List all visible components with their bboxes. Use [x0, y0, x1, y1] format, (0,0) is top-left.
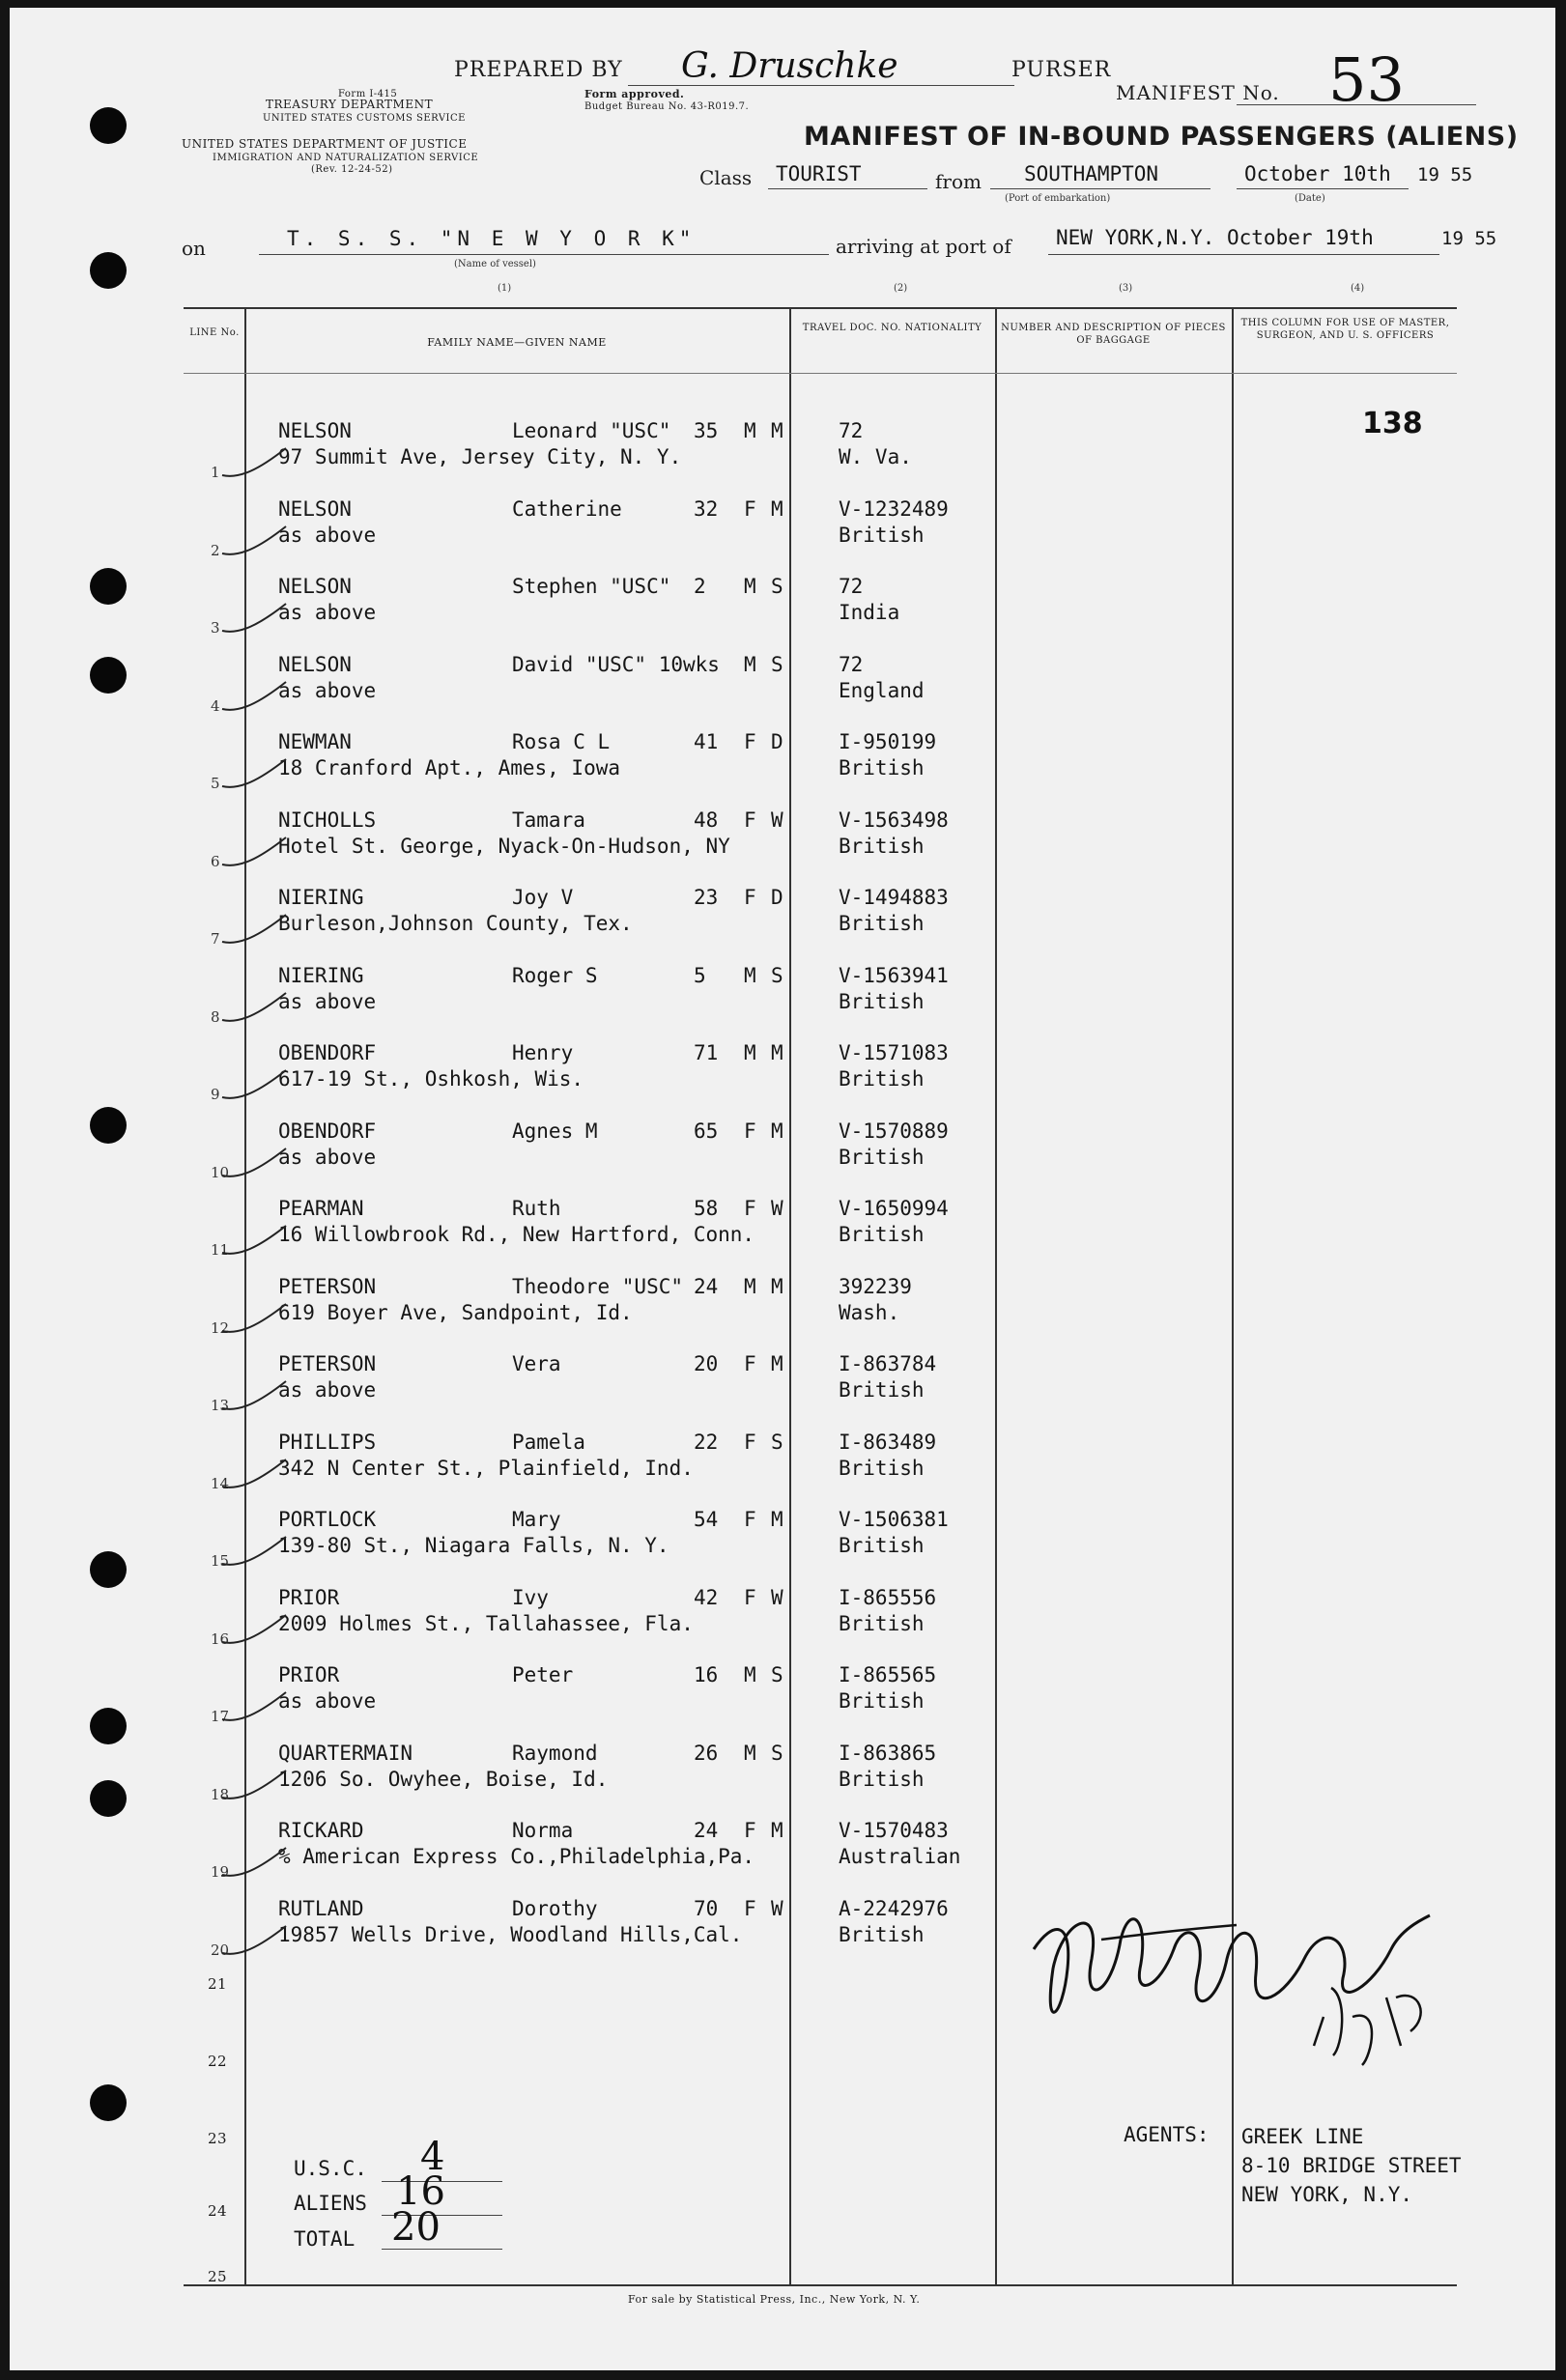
table-row: [10, 1502, 1555, 1579]
col-header-name: FAMILY NAME—GIVEN NAME: [427, 336, 607, 349]
given-name: Tamara: [512, 808, 585, 832]
manifest-title: MANIFEST OF IN-BOUND PASSENGERS (ALIENS): [804, 122, 1519, 152]
binder-hole: [90, 107, 127, 144]
date-caption: (Date): [1295, 193, 1325, 204]
given-name: Vera: [512, 1352, 561, 1375]
sex: F: [744, 886, 756, 909]
given-name: Ivy: [512, 1585, 549, 1609]
sex: M: [744, 1041, 756, 1064]
check-mark: [220, 1375, 288, 1414]
col-caption-2: (2): [894, 283, 908, 294]
travel-doc-number: V-1232489: [839, 496, 949, 521]
address: as above: [278, 601, 377, 624]
nationality: W. Va.: [839, 445, 912, 468]
age: 42: [694, 1585, 719, 1609]
marital-status: W: [771, 1585, 783, 1609]
nationality: British: [839, 1145, 925, 1169]
table-row: [10, 1035, 1555, 1113]
marital-status: M: [771, 1508, 783, 1531]
nationality: British: [839, 1689, 925, 1713]
line-number: 4: [211, 696, 220, 715]
given-name: Joy V: [512, 886, 574, 909]
given-name: Catherine: [512, 496, 622, 521]
address: as above: [278, 523, 377, 547]
given-name: Stephen "USC": [512, 575, 671, 598]
table-row: [10, 1191, 1555, 1268]
age: 35: [694, 419, 719, 442]
agents-label: AGENTS:: [1124, 2123, 1210, 2146]
col-header-officers: THIS COLUMN FOR USE OF MASTER, SURGEON, AND U. S. OFFICERS: [1240, 318, 1450, 341]
line-number: 22: [208, 2053, 228, 2070]
line-number: 3: [211, 619, 220, 637]
address: 617-19 St., Oshkosh, Wis.: [278, 1067, 584, 1091]
line-number: 18: [211, 1785, 230, 1803]
sex: M: [744, 419, 756, 442]
travel-doc-number: V-1570483: [839, 1819, 949, 1842]
age: 48: [694, 808, 719, 832]
given-name: Pamela: [512, 1430, 585, 1454]
table-row: [10, 1736, 1555, 1813]
table-row: [10, 569, 1555, 646]
line-number: 11: [211, 1241, 230, 1259]
given-name: David "USC" 10wks: [512, 652, 720, 676]
address: 1206 So. Owyhee, Boise, Id.: [278, 1767, 609, 1791]
justice-dept: UNITED STATES DEPARTMENT OF JUSTICE: [182, 137, 468, 151]
sex: F: [744, 808, 756, 832]
check-mark: [220, 832, 288, 870]
age: 65: [694, 1119, 719, 1143]
marital-status: S: [771, 1663, 783, 1686]
marital-status: W: [771, 808, 783, 832]
usc-label: U.S.C.: [294, 2157, 367, 2180]
sex: F: [744, 1430, 756, 1454]
arrival-port-date: NEW YORK,N.Y. October 19th: [1056, 226, 1374, 249]
check-mark: [220, 676, 288, 715]
line-number: 24: [208, 2202, 228, 2220]
family-name: PETERSON: [278, 1274, 377, 1298]
revision-date: (Rev. 12-24-52): [311, 164, 393, 175]
check-mark: [220, 1220, 288, 1259]
col-header-baggage: NUMBER AND DESCRIPTION OF PIECES OF BAGGAGE: [1001, 323, 1226, 346]
arriving-label: arriving at port of: [836, 235, 1011, 258]
table-row: [10, 413, 1555, 491]
line-number: 2: [211, 541, 220, 559]
family-name: NELSON: [278, 575, 352, 598]
manifest-no-label: MANIFEST No.: [1116, 81, 1280, 104]
check-mark: [220, 753, 288, 792]
travel-doc-number: 72: [839, 652, 864, 676]
travel-doc-number: 392239: [839, 1274, 912, 1298]
address: 19857 Wells Drive, Woodland Hills,Cal.: [278, 1922, 743, 1946]
check-mark: [220, 1842, 288, 1881]
given-name: Raymond: [512, 1741, 598, 1765]
travel-doc-number: V-1563941: [839, 963, 949, 987]
port-embarkation-caption: (Port of embarkation): [1005, 193, 1111, 204]
form-approved: Form approved.: [584, 88, 685, 100]
col-header-travel-doc: TRAVEL DOC. NO. NATIONALITY: [802, 323, 982, 333]
age: 58: [694, 1197, 719, 1220]
nationality: British: [839, 989, 925, 1013]
table-row: [10, 1813, 1555, 1890]
check-mark: [220, 987, 288, 1026]
nationality: England: [839, 678, 925, 702]
manifest-number: 53: [1328, 44, 1405, 115]
customs-service: UNITED STATES CUSTOMS SERVICE: [263, 113, 466, 124]
sex: M: [744, 963, 756, 987]
immigration-service: IMMIGRATION AND NATURALIZATION SERVICE: [213, 153, 479, 163]
form-number: Form I-415: [338, 89, 398, 99]
age: 2: [694, 575, 706, 598]
marital-status: S: [771, 652, 783, 676]
table-row: [10, 880, 1555, 957]
departure-year: 19 55: [1417, 164, 1473, 185]
travel-doc-number: V-1494883: [839, 886, 949, 909]
family-name: NIERING: [278, 963, 364, 987]
family-name: NEWMAN: [278, 730, 352, 753]
marital-status: M: [771, 1041, 783, 1064]
travel-doc-number: I-865556: [839, 1585, 937, 1609]
sex: F: [744, 1508, 756, 1531]
sex: M: [744, 1663, 756, 1686]
col-header-line-no: LINE No.: [189, 327, 240, 338]
line-number: 15: [211, 1552, 230, 1570]
travel-doc-number: A-2242976: [839, 1896, 949, 1920]
aliens-count: 16: [396, 2169, 445, 2214]
family-name: NELSON: [278, 652, 352, 676]
family-name: OBENDORF: [278, 1041, 377, 1064]
marital-status: M: [771, 1274, 783, 1298]
class-value: TOURIST: [776, 162, 862, 185]
sex: M: [744, 1741, 756, 1765]
line-number: 10: [211, 1163, 230, 1181]
sex: F: [744, 1819, 756, 1842]
travel-doc-number: V-1571083: [839, 1041, 949, 1064]
family-name: PEARMAN: [278, 1197, 364, 1220]
purser-label: PURSER: [1011, 58, 1112, 82]
check-mark: [220, 1298, 288, 1337]
check-mark: [220, 1454, 288, 1492]
col-caption-1: (1): [498, 283, 512, 294]
age: 5: [694, 963, 706, 987]
sex: F: [744, 1585, 756, 1609]
age: 20: [694, 1352, 719, 1375]
check-mark: [220, 521, 288, 559]
check-mark: [220, 909, 288, 948]
binder-hole: [90, 2084, 127, 2121]
budget-bureau: Budget Bureau No. 43-R019.7.: [584, 101, 750, 112]
table-row: [10, 1346, 1555, 1424]
sex: M: [744, 1274, 756, 1298]
nationality: British: [839, 1378, 925, 1402]
given-name: Roger S: [512, 963, 598, 987]
nationality: British: [839, 834, 925, 858]
travel-doc-number: I-950199: [839, 730, 937, 753]
age: 22: [694, 1430, 719, 1454]
inspector-signature: [1014, 1882, 1478, 2094]
travel-doc-number: V-1570889: [839, 1119, 949, 1143]
family-name: RICKARD: [278, 1819, 364, 1842]
travel-doc-number: V-1563498: [839, 808, 949, 832]
check-mark: [220, 1920, 288, 1959]
sex: F: [744, 1197, 756, 1220]
marital-status: D: [771, 730, 783, 753]
given-name: Henry: [512, 1041, 574, 1064]
sex: F: [744, 1119, 756, 1143]
marital-status: S: [771, 963, 783, 987]
departure-date: October 10th: [1244, 162, 1391, 185]
preparer-signature: G. Druschke: [681, 46, 898, 86]
address: as above: [278, 989, 377, 1013]
marital-status: M: [771, 419, 783, 442]
marital-status: S: [771, 1430, 783, 1454]
table-row: [10, 724, 1555, 802]
address: 97 Summit Ave, Jersey City, N. Y.: [278, 445, 682, 468]
family-name: QUARTERMAIN: [278, 1741, 413, 1765]
line-number: 17: [211, 1708, 230, 1725]
check-mark: [220, 598, 288, 637]
travel-doc-number: I-863784: [839, 1352, 937, 1375]
sex: F: [744, 496, 756, 521]
port-embarkation: SOUTHAMPTON: [1024, 162, 1159, 185]
arrival-year: 19 55: [1441, 228, 1497, 249]
travel-doc-number: I-863489: [839, 1430, 937, 1454]
line-number: 25: [208, 2268, 228, 2285]
line-number: 23: [208, 2130, 228, 2147]
age: 16: [694, 1663, 719, 1686]
address: 342 N Center St., Plainfield, Ind.: [278, 1456, 694, 1480]
total-label: TOTAL: [294, 2227, 356, 2251]
nationality: Wash.: [839, 1300, 900, 1324]
sex: M: [744, 575, 756, 598]
address: % American Express Co.,Philadelphia,Pa.: [278, 1845, 755, 1868]
table-row: [10, 1580, 1555, 1658]
line-number: 12: [211, 1318, 230, 1337]
sex: F: [744, 730, 756, 753]
agent-city: NEW YORK, N.Y.: [1241, 2183, 1413, 2206]
line-number: 6: [211, 852, 220, 870]
col-caption-3: (3): [1119, 283, 1133, 294]
line-number: 20: [211, 1941, 230, 1959]
nationality: British: [839, 1223, 925, 1246]
age: 54: [694, 1508, 719, 1531]
travel-doc-number: I-863865: [839, 1741, 937, 1765]
address: as above: [278, 1145, 377, 1169]
family-name: NELSON: [278, 496, 352, 521]
table-row: [10, 1114, 1555, 1191]
usc-count: 4: [420, 2135, 445, 2179]
aliens-label: ALIENS: [294, 2192, 367, 2215]
table-row: [10, 1658, 1555, 1735]
printer-footer: For sale by Statistical Press, Inc., New York, N. Y.: [628, 2293, 921, 2306]
table-row: [10, 958, 1555, 1035]
travel-doc-number: V-1506381: [839, 1508, 949, 1531]
nationality: British: [839, 1922, 925, 1946]
line-number: 13: [211, 1397, 230, 1414]
nationality: British: [839, 1534, 925, 1557]
check-mark: [220, 1609, 288, 1648]
marital-status: D: [771, 886, 783, 909]
age: 71: [694, 1041, 719, 1064]
family-name: NELSON: [278, 419, 352, 442]
marital-status: M: [771, 1819, 783, 1842]
given-name: Rosa C L: [512, 730, 611, 753]
check-mark: [220, 1143, 288, 1181]
table-row: [10, 1425, 1555, 1502]
vessel-name: T. S. S. "N E W Y O R K": [287, 227, 697, 250]
marital-status: S: [771, 575, 783, 598]
marital-status: M: [771, 1352, 783, 1375]
nationality: British: [839, 912, 925, 935]
age: 24: [694, 1819, 719, 1842]
from-label: from: [935, 170, 982, 193]
table-row: [10, 492, 1555, 569]
marital-status: S: [771, 1741, 783, 1765]
check-mark: [220, 1064, 288, 1103]
age: 70: [694, 1896, 719, 1920]
nationality: British: [839, 756, 925, 779]
table-row: [10, 1269, 1555, 1346]
nationality: British: [839, 1611, 925, 1635]
address: 139-80 St., Niagara Falls, N. Y.: [278, 1534, 669, 1557]
agent-address: 8-10 BRIDGE STREET: [1241, 2154, 1462, 2177]
family-name: PRIOR: [278, 1663, 340, 1686]
sex: F: [744, 1896, 756, 1920]
nationality: India: [839, 601, 900, 624]
travel-doc-number: V-1650994: [839, 1197, 949, 1220]
given-name: Norma: [512, 1819, 574, 1842]
prepared-by-label: PREPARED BY: [454, 58, 623, 82]
total-count: 20: [391, 2205, 441, 2250]
line-number: 7: [211, 930, 220, 948]
line-number: 21: [208, 1975, 228, 1993]
check-mark: [220, 1531, 288, 1570]
family-name: NICHOLLS: [278, 808, 377, 832]
sex: M: [744, 652, 756, 676]
travel-doc-number: 72: [839, 419, 864, 442]
col-caption-4: (4): [1351, 283, 1365, 294]
age: 26: [694, 1741, 719, 1765]
family-name: PETERSON: [278, 1352, 377, 1375]
family-name: NIERING: [278, 886, 364, 909]
address: 2009 Holmes St., Tallahassee, Fla.: [278, 1611, 694, 1635]
officer-count-stamp: 138: [1362, 407, 1423, 440]
given-name: Agnes M: [512, 1119, 598, 1143]
line-number: 8: [211, 1007, 220, 1026]
line-number: 5: [211, 775, 220, 792]
check-mark: [220, 1686, 288, 1725]
given-name: Peter: [512, 1663, 574, 1686]
line-number: 9: [211, 1086, 220, 1103]
line-number: 16: [211, 1629, 230, 1648]
nationality: Australian: [839, 1845, 961, 1868]
line-number: 19: [211, 1863, 230, 1881]
given-name: Dorothy: [512, 1896, 598, 1920]
family-name: PORTLOCK: [278, 1508, 377, 1531]
travel-doc-number: I-865565: [839, 1663, 937, 1686]
vessel-caption: (Name of vessel): [454, 259, 536, 269]
class-label: Class: [699, 166, 753, 189]
family-name: PHILLIPS: [278, 1430, 377, 1454]
line-number: 1: [211, 464, 220, 481]
manifest-page: [10, 8, 1555, 2370]
nationality: British: [839, 1767, 925, 1791]
check-mark: [220, 1765, 288, 1803]
table-row: [10, 647, 1555, 724]
age: 41: [694, 730, 719, 753]
on-label: on: [182, 237, 206, 260]
sex: F: [744, 1352, 756, 1375]
age: 24: [694, 1274, 719, 1298]
marital-status: M: [771, 496, 783, 521]
address: 16 Willowbrook Rd., New Hartford, Conn.: [278, 1223, 755, 1246]
given-name: Leonard "USC": [512, 419, 671, 442]
address: Hotel St. George, Nyack-On-Hudson, NY: [278, 834, 730, 858]
given-name: Ruth: [512, 1197, 561, 1220]
family-name: OBENDORF: [278, 1119, 377, 1143]
address: 619 Boyer Ave, Sandpoint, Id.: [278, 1300, 633, 1324]
given-name: Theodore "USC": [512, 1274, 684, 1298]
nationality: British: [839, 1067, 925, 1091]
address: as above: [278, 1378, 377, 1402]
nationality: British: [839, 1456, 925, 1480]
marital-status: W: [771, 1896, 783, 1920]
travel-doc-number: 72: [839, 575, 864, 598]
marital-status: M: [771, 1119, 783, 1143]
agent-name: GREEK LINE: [1241, 2125, 1364, 2148]
age: 32: [694, 496, 719, 521]
family-name: PRIOR: [278, 1585, 340, 1609]
address: 18 Cranford Apt., Ames, Iowa: [278, 756, 621, 779]
treasury-dept: TREASURY DEPARTMENT: [266, 98, 434, 111]
address: Burleson,Johnson County, Tex.: [278, 912, 633, 935]
family-name: RUTLAND: [278, 1896, 364, 1920]
nationality: British: [839, 523, 925, 547]
address: as above: [278, 678, 377, 702]
binder-hole: [90, 252, 127, 289]
line-number: 14: [211, 1474, 230, 1492]
check-mark: [220, 442, 288, 481]
given-name: Mary: [512, 1508, 561, 1531]
address: as above: [278, 1689, 377, 1713]
marital-status: W: [771, 1197, 783, 1220]
age: 23: [694, 886, 719, 909]
table-row: [10, 803, 1555, 880]
